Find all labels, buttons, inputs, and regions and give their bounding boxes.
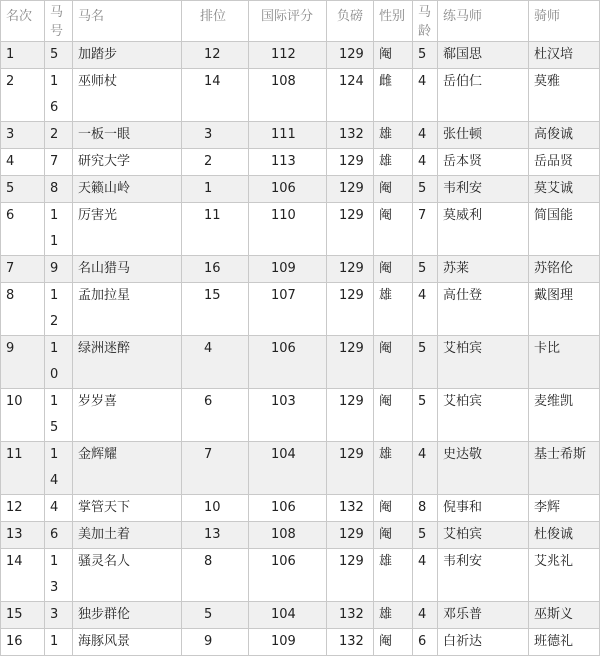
cell-horse-name: 绿洲迷醉	[73, 336, 182, 389]
cell-weight: 129	[327, 389, 374, 442]
cell-rank: 7	[1, 256, 45, 283]
cell-intl-rating: 109	[249, 629, 327, 656]
cell-weight: 129	[327, 442, 374, 495]
cell-horse-no	[45, 149, 73, 176]
cell-trainer: 郗国思	[438, 42, 529, 69]
cell-sex: 雄	[374, 149, 413, 176]
cell-horse-name: 金辉耀	[73, 442, 182, 495]
cell-intl-rating: 106	[249, 549, 327, 602]
cell-weight: 129	[327, 283, 374, 336]
cell-rating-rank: 14	[182, 69, 249, 122]
cell-jockey: 麦维凯	[529, 389, 600, 442]
header-age	[413, 1, 438, 42]
horse-no-value: 6	[50, 527, 59, 542]
cell-horse-name: 骚灵名人	[73, 549, 182, 602]
cell-jockey: 班德礼	[529, 629, 600, 656]
cell-intl-rating: 106	[249, 176, 327, 203]
cell-age: 5	[413, 336, 438, 389]
cell-rank: 4	[1, 149, 45, 176]
cell-rank: 9	[1, 336, 45, 389]
cell-jockey: 李辉	[529, 495, 600, 522]
cell-age: 5	[413, 522, 438, 549]
cell-sex: 雄	[374, 602, 413, 629]
cell-jockey: 苏铭伦	[529, 256, 600, 283]
table-row	[1, 122, 600, 149]
cell-sex: 阉	[374, 42, 413, 69]
horse-no-value: 12	[50, 288, 59, 329]
cell-trainer: 白祈达	[438, 629, 529, 656]
cell-weight: 129	[327, 256, 374, 283]
cell-rank: 13	[1, 522, 45, 549]
cell-rank: 10	[1, 389, 45, 442]
results-body	[1, 42, 600, 656]
cell-sex: 阉	[374, 389, 413, 442]
cell-trainer: 岳伯仁	[438, 69, 529, 122]
cell-horse-no	[45, 203, 73, 256]
cell-sex: 阉	[374, 522, 413, 549]
cell-rank: 8	[1, 283, 45, 336]
cell-rating-rank: 13	[182, 522, 249, 549]
cell-rating-rank: 2	[182, 149, 249, 176]
cell-sex: 雄	[374, 283, 413, 336]
cell-horse-name: 天籁山岭	[73, 176, 182, 203]
cell-horse-name: 掌管天下	[73, 495, 182, 522]
cell-jockey: 岳品贤	[529, 149, 600, 176]
cell-rank: 14	[1, 549, 45, 602]
table-row	[1, 203, 600, 256]
table-row	[1, 176, 600, 203]
header-intl-rating: 国际评分	[249, 1, 327, 42]
header-rank: 名次	[1, 1, 45, 42]
cell-sex: 雄	[374, 442, 413, 495]
cell-trainer: 邓乐普	[438, 602, 529, 629]
cell-horse-no	[45, 283, 73, 336]
horse-no-value: 3	[50, 607, 59, 622]
cell-trainer: 苏莱	[438, 256, 529, 283]
cell-trainer: 莫威利	[438, 203, 529, 256]
cell-age: 4	[413, 149, 438, 176]
cell-weight: 132	[327, 629, 374, 656]
horse-no-value: 14	[50, 447, 59, 488]
cell-sex: 阉	[374, 495, 413, 522]
cell-rating-rank: 12	[182, 42, 249, 69]
cell-intl-rating: 104	[249, 602, 327, 629]
cell-horse-no	[45, 389, 73, 442]
cell-age: 6	[413, 629, 438, 656]
horse-no-value: 2	[50, 127, 59, 142]
horse-no-value: 15	[50, 394, 59, 435]
cell-rating-rank: 1	[182, 176, 249, 203]
cell-rank: 15	[1, 602, 45, 629]
cell-rating-rank: 4	[182, 336, 249, 389]
cell-weight: 129	[327, 549, 374, 602]
cell-rank: 3	[1, 122, 45, 149]
cell-intl-rating: 104	[249, 442, 327, 495]
cell-horse-name: 名山猎马	[73, 256, 182, 283]
horse-no-value: 10	[50, 341, 59, 382]
cell-horse-no	[45, 69, 73, 122]
cell-rank: 1	[1, 42, 45, 69]
cell-intl-rating: 112	[249, 42, 327, 69]
header-jockey: 骑师	[529, 1, 600, 42]
cell-age: 4	[413, 283, 438, 336]
cell-weight: 124	[327, 69, 374, 122]
cell-trainer: 韦利安	[438, 549, 529, 602]
cell-intl-rating: 103	[249, 389, 327, 442]
horse-no-value: 16	[50, 74, 59, 115]
horse-no-value: 7	[50, 154, 59, 169]
horse-no-value: 11	[50, 208, 59, 249]
cell-age: 4	[413, 442, 438, 495]
table-row	[1, 42, 600, 69]
cell-jockey: 戴图理	[529, 283, 600, 336]
cell-rank: 6	[1, 203, 45, 256]
cell-jockey: 艾兆礼	[529, 549, 600, 602]
table-row	[1, 522, 600, 549]
cell-intl-rating: 108	[249, 69, 327, 122]
cell-rating-rank: 15	[182, 283, 249, 336]
cell-weight: 132	[327, 122, 374, 149]
cell-rank: 5	[1, 176, 45, 203]
header-weight: 负磅	[327, 1, 374, 42]
cell-intl-rating: 108	[249, 522, 327, 549]
cell-intl-rating: 113	[249, 149, 327, 176]
cell-trainer: 史达敬	[438, 442, 529, 495]
cell-intl-rating: 107	[249, 283, 327, 336]
cell-sex: 雄	[374, 122, 413, 149]
cell-rating-rank: 16	[182, 256, 249, 283]
cell-sex: 阉	[374, 203, 413, 256]
cell-weight: 129	[327, 176, 374, 203]
cell-weight: 132	[327, 495, 374, 522]
cell-weight: 129	[327, 336, 374, 389]
cell-age: 4	[413, 549, 438, 602]
cell-jockey: 基士希斯	[529, 442, 600, 495]
cell-horse-no	[45, 522, 73, 549]
header-age-label: 马龄	[418, 5, 432, 39]
cell-rating-rank: 7	[182, 442, 249, 495]
cell-rank: 12	[1, 495, 45, 522]
cell-horse-name: 美加土着	[73, 522, 182, 549]
cell-jockey: 简国能	[529, 203, 600, 256]
cell-horse-name: 海豚风景	[73, 629, 182, 656]
cell-age: 8	[413, 495, 438, 522]
header-horse-no-label: 马号	[50, 5, 64, 39]
table-row	[1, 283, 600, 336]
cell-weight: 129	[327, 522, 374, 549]
cell-horse-name: 岁岁喜	[73, 389, 182, 442]
cell-rating-rank: 6	[182, 389, 249, 442]
cell-trainer: 艾柏宾	[438, 522, 529, 549]
cell-trainer: 岳本贤	[438, 149, 529, 176]
table-row	[1, 495, 600, 522]
horse-no-value: 5	[50, 47, 59, 62]
cell-weight: 129	[327, 42, 374, 69]
cell-sex: 阉	[374, 336, 413, 389]
cell-weight: 129	[327, 149, 374, 176]
cell-rank: 11	[1, 442, 45, 495]
cell-rating-rank: 10	[182, 495, 249, 522]
cell-intl-rating: 109	[249, 256, 327, 283]
cell-trainer: 韦利安	[438, 176, 529, 203]
cell-horse-name: 一板一眼	[73, 122, 182, 149]
table-row	[1, 69, 600, 122]
cell-jockey: 杜俊诚	[529, 522, 600, 549]
cell-rank: 2	[1, 69, 45, 122]
cell-horse-no	[45, 602, 73, 629]
cell-horse-no	[45, 442, 73, 495]
header-sex: 性别	[374, 1, 413, 42]
horse-no-value: 9	[50, 261, 59, 276]
cell-intl-rating: 106	[249, 336, 327, 389]
cell-trainer: 张仕顿	[438, 122, 529, 149]
cell-sex: 阉	[374, 629, 413, 656]
cell-trainer: 艾柏宾	[438, 336, 529, 389]
cell-sex: 阉	[374, 176, 413, 203]
cell-sex: 阉	[374, 256, 413, 283]
cell-horse-no	[45, 256, 73, 283]
cell-jockey: 巫斯义	[529, 602, 600, 629]
cell-horse-no	[45, 549, 73, 602]
table-row	[1, 389, 600, 442]
cell-intl-rating: 110	[249, 203, 327, 256]
cell-horse-no	[45, 495, 73, 522]
cell-age: 4	[413, 122, 438, 149]
cell-trainer: 高仕登	[438, 283, 529, 336]
cell-sex: 雌	[374, 69, 413, 122]
cell-age: 7	[413, 203, 438, 256]
cell-jockey: 高俊诚	[529, 122, 600, 149]
header-horse-no	[45, 1, 73, 42]
cell-rating-rank: 9	[182, 629, 249, 656]
horse-no-value: 13	[50, 554, 59, 595]
cell-weight: 132	[327, 602, 374, 629]
table-row	[1, 336, 600, 389]
horse-no-value: 1	[50, 634, 59, 649]
horse-no-value: 8	[50, 181, 59, 196]
cell-age: 5	[413, 42, 438, 69]
cell-rank: 16	[1, 629, 45, 656]
cell-age: 4	[413, 69, 438, 122]
cell-rating-rank: 5	[182, 602, 249, 629]
cell-rating-rank: 11	[182, 203, 249, 256]
cell-weight: 129	[327, 203, 374, 256]
cell-intl-rating: 106	[249, 495, 327, 522]
table-row	[1, 442, 600, 495]
cell-horse-name: 巫师杖	[73, 69, 182, 122]
header-horse-name: 马名	[73, 1, 182, 42]
cell-horse-name: 独步群伦	[73, 602, 182, 629]
cell-intl-rating: 111	[249, 122, 327, 149]
cell-jockey: 莫雅	[529, 69, 600, 122]
table-row	[1, 256, 600, 283]
cell-age: 5	[413, 389, 438, 442]
cell-horse-no	[45, 336, 73, 389]
cell-rating-rank: 3	[182, 122, 249, 149]
table-row	[1, 149, 600, 176]
table-row	[1, 602, 600, 629]
cell-sex: 雄	[374, 549, 413, 602]
header-rating-rank: 排位	[182, 1, 249, 42]
cell-age: 5	[413, 176, 438, 203]
cell-jockey: 莫艾诚	[529, 176, 600, 203]
cell-trainer: 倪事和	[438, 495, 529, 522]
cell-horse-name: 厉害光	[73, 203, 182, 256]
cell-age: 4	[413, 602, 438, 629]
table-row	[1, 549, 600, 602]
cell-horse-no	[45, 42, 73, 69]
cell-rating-rank: 8	[182, 549, 249, 602]
cell-jockey: 卡比	[529, 336, 600, 389]
header-row	[1, 1, 600, 42]
cell-jockey: 杜汉培	[529, 42, 600, 69]
cell-horse-name: 孟加拉星	[73, 283, 182, 336]
cell-age: 5	[413, 256, 438, 283]
cell-horse-no	[45, 629, 73, 656]
horse-no-value: 4	[50, 500, 59, 515]
cell-horse-name: 加踏步	[73, 42, 182, 69]
cell-trainer: 艾柏宾	[438, 389, 529, 442]
cell-horse-no	[45, 122, 73, 149]
table-row	[1, 629, 600, 656]
header-trainer: 练马师	[438, 1, 529, 42]
cell-horse-name: 研究大学	[73, 149, 182, 176]
cell-horse-no	[45, 176, 73, 203]
